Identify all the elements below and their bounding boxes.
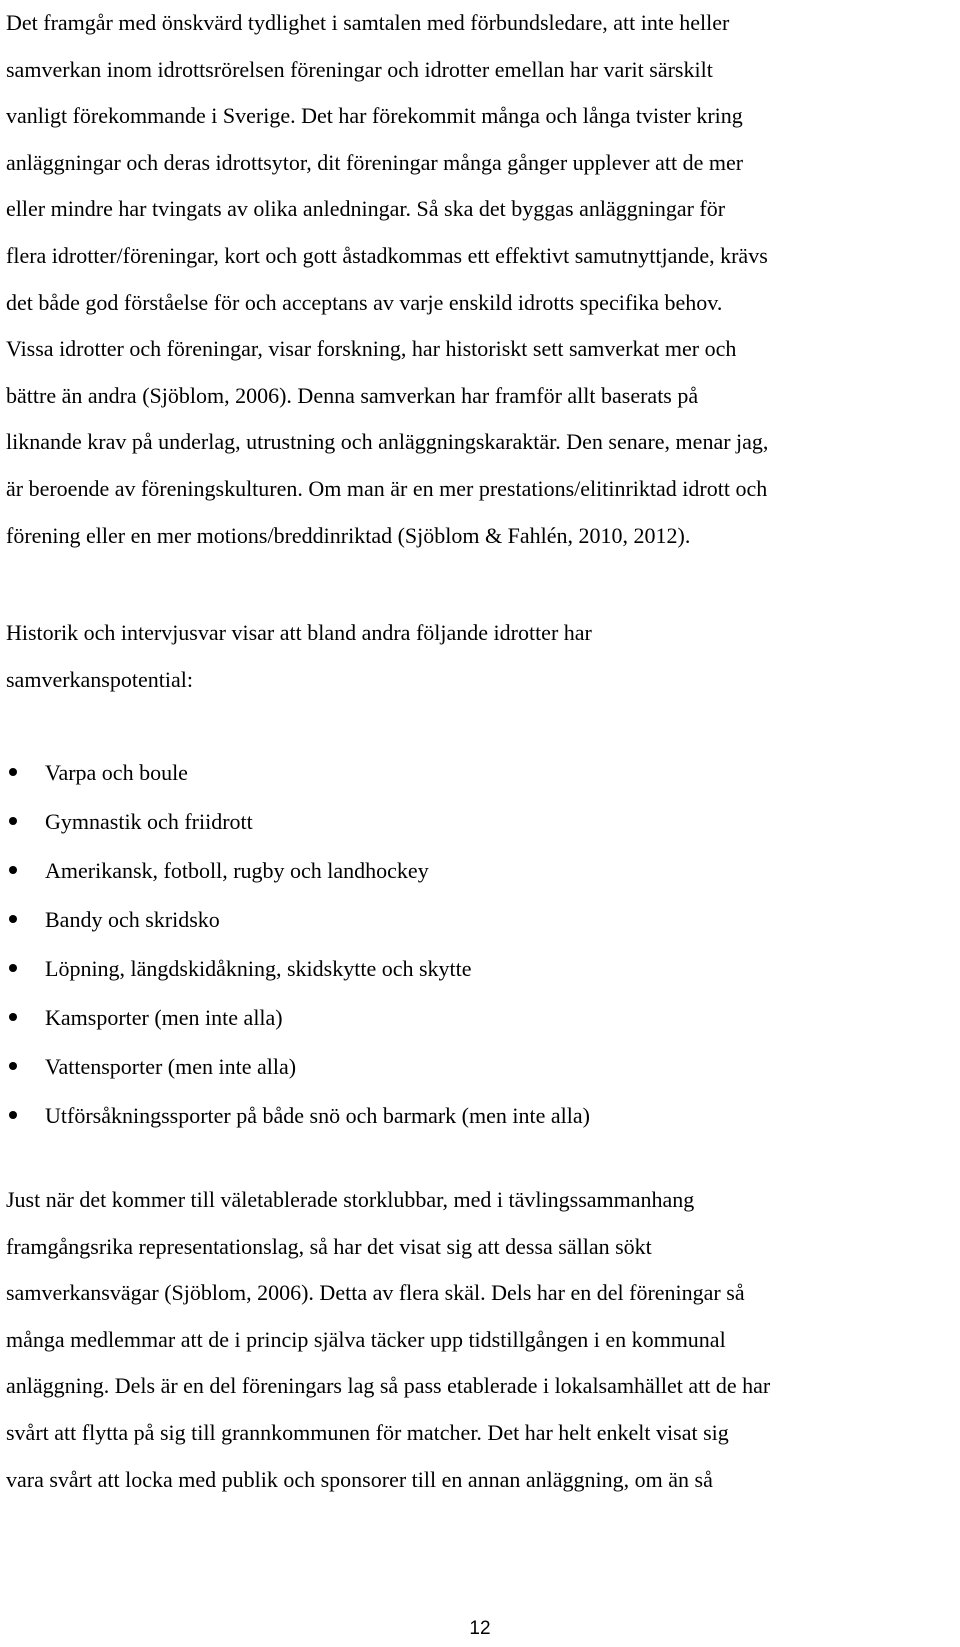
list-item [0,846,930,895]
list-item-text: Varpa och boule [45,760,188,785]
bullet-icon [9,817,17,825]
bullet-icon [9,915,17,923]
bullet-icon [9,964,17,972]
list-item [0,1091,930,1140]
list-intro-paragraph: Historik och intervjusvar visar att bland andra följande idrotter har samverkanspotential: [6,620,592,692]
list-item-text: Löpning, längdskidåkning, skidskytte och skytte [45,956,472,981]
list-item [0,748,930,797]
list-item [0,797,930,846]
body-paragraph: Det framgår med önskvärd tydlighet i samtalen med förbundsledare, att inte heller samverkan inom idrottsrörelsen föreningar och idrotter emellan har varit särskilt vanligt förekommande i Sverige. Det har förekommit många och långa tvister kring anläggningar och deras idrottsytor, dit föreningar många gånger upplever att de mer eller mindre har tvingats av olika anledningar. Så ska det byggas anläggningar för flera idrotter/föreningar, kort och gott åstadkommas ett effektivt samutnyttjande, krävs det både god förståelse för och acceptans av varje enskild idrotts specifika behov. Vissa idrotter och föreningar, visar forskning, har historiskt sett samverkat mer och bättre än andra (Sjöblom, 2006). Denna samverkan har framför allt baserats på liknande krav på underlag, utrustning och anläggningskaraktär. Den senare, menar jag, är beroende av föreningskulturen. Om man är en mer prestations/elitinriktad idrott och förening eller en mer motions/breddinriktad (Sjöblom & Fahlén, 2010, 2012). [6,10,769,548]
list-item-text: Kamsporter (men inte alla) [45,1005,283,1030]
list-item [0,1042,930,1091]
list-item-text: Gymnastik och friidrott [45,809,253,834]
list-item-text: Amerikansk, fotboll, rugby och landhockey [45,858,429,883]
sports-list [0,748,930,1140]
bullet-icon [9,768,17,776]
list-item [0,944,930,993]
body-paragraph: Just när det kommer till väletablerade storklubbar, med i tävlingssammanhang framgångsrika representationslag, så har det visat sig att dessa sällan sökt samverkansvägar (Sjöblom, 2006). Detta av flera skäl. Dels har en del föreningar så många medlemmar att de i princip själva täcker upp tidstillgången i en kommunal anläggning. Dels är en del föreningars lag så pass etablerade i lokalsamhället att de har svårt att flytta på sig till grannkommunen för matcher. Det har helt enkelt visat sig vara svårt att locka med publik och sponsorer till en annan anläggning, om än så [6,1187,771,1492]
list-item-text: Vattensporter (men inte alla) [45,1054,297,1079]
list-item [0,895,930,944]
list-item-text: Utförsåkningssporter på både snö och barmark (men inte alla) [45,1103,590,1128]
bullet-icon [9,1111,17,1119]
bullet-icon [9,1013,17,1021]
list-item-text: Bandy och skridsko [45,907,220,932]
page-number: 12 [469,1618,491,1639]
bullet-icon [9,1062,17,1070]
bullet-icon [9,866,17,874]
list-item [0,993,930,1042]
